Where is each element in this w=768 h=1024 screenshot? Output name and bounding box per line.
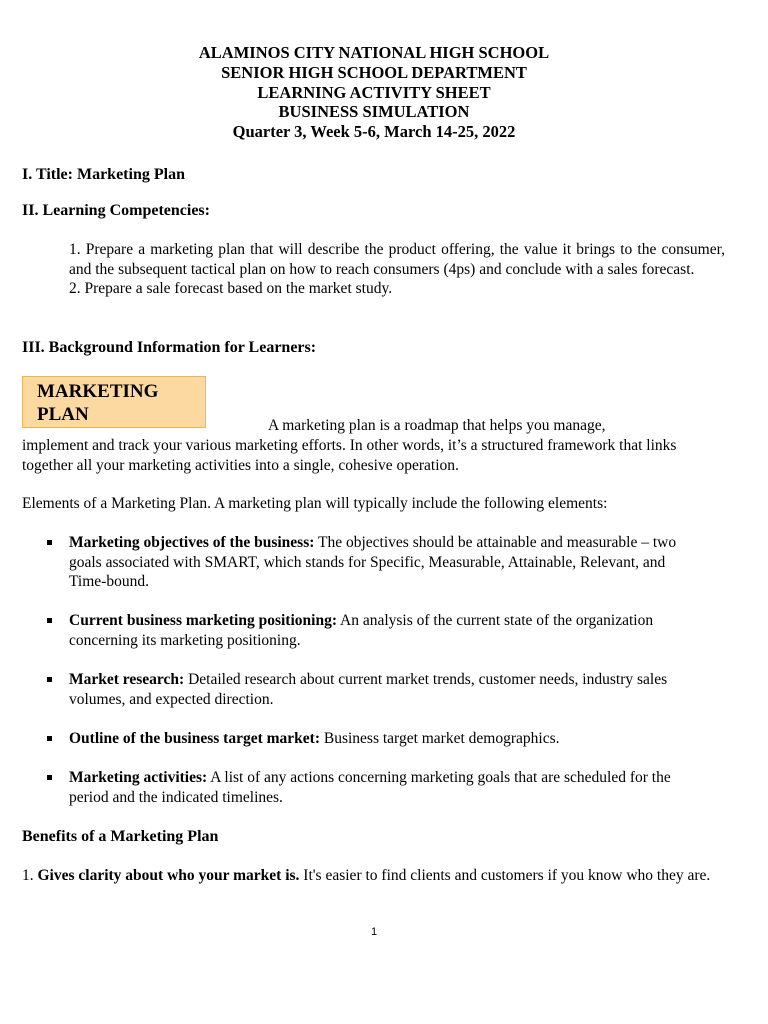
- document-header: [0, 43, 748, 142]
- page-number: 1: [370, 926, 378, 938]
- element-text: An analysis of the current state of the organization concerning its marketing positioning.: [69, 612, 654, 649]
- subject-title: BUSINESS SIMULATION: [278, 102, 470, 122]
- bullet-square-icon: [47, 540, 52, 545]
- intro-first-line: A marketing plan is a roadmap that helps you manage,: [268, 417, 606, 434]
- department-name: SENIOR HIGH SCHOOL DEPARTMENT: [221, 62, 527, 82]
- period-line: Quarter 3, Week 5-6, March 14-25, 2022: [232, 122, 516, 142]
- sheet-title: LEARNING ACTIVITY SHEET: [257, 82, 491, 102]
- benefit-text: It's easier to find clients and customers if you know who they are.: [299, 867, 711, 884]
- list-item: [69, 533, 689, 592]
- bullet-square-icon: [47, 618, 52, 623]
- benefit-number: 1.: [22, 867, 38, 884]
- benefit-term: Gives clarity about who your market is.: [37, 867, 300, 884]
- element-text: The objectives should be attainable and measurable – two goals associated with SMART, which stands for Specific, Measurable, Attainable, Relevant, and Time-bound.: [69, 534, 677, 590]
- element-term: Outline of the business target market:: [69, 730, 320, 747]
- school-name: ALAMINOS CITY NATIONAL HIGH SCHOOL: [198, 43, 550, 62]
- element-text: Detailed research about current market trends, customer needs, industry sales volumes, and expected direction.: [69, 671, 668, 708]
- background-heading: III. Background Information for Learners:: [22, 339, 317, 356]
- callout-line: PLAN: [37, 404, 89, 425]
- benefit-item: [22, 866, 732, 886]
- element-term: Marketing objectives of the business:: [69, 534, 315, 551]
- benefits-heading: Benefits of a Marketing Plan: [22, 828, 219, 845]
- element-term: Current business marketing positioning:: [69, 612, 337, 629]
- callout-line: MARKETING: [37, 381, 159, 402]
- bullet-square-icon: [47, 677, 52, 682]
- competencies-heading: II. Learning Competencies:: [22, 202, 210, 219]
- element-text: Business target market demographics.: [320, 730, 560, 747]
- bullet-square-icon: [47, 736, 52, 741]
- competency-item: 2. Prepare a sale forecast based on the market study.: [69, 280, 393, 297]
- list-item: [69, 768, 689, 807]
- element-text: A list of any actions concerning marketing goals that are scheduled for the period and the indicated timelines.: [69, 769, 671, 806]
- list-item: [69, 670, 689, 709]
- intro-rest: implement and track your various marketing efforts. In other words, it’s a structured framework that links together all your marketing activities into a single, cohesive operation.: [22, 437, 677, 474]
- bullet-square-icon: [47, 775, 52, 780]
- competency-item: 1. Prepare a marketing plan that will describe the product offering, the value it brings to the consumer, and the subsequent tactical plan on how to reach consumers (4ps) and conclude with a sales forecast.: [69, 241, 725, 278]
- intro-paragraph: [22, 416, 722, 476]
- elements-intro: Elements of a Marketing Plan. A marketing plan will typically include the following elements:: [22, 495, 608, 512]
- competencies-list: [69, 240, 725, 299]
- element-term: Market research:: [69, 671, 185, 688]
- title-heading: I. Title: Marketing Plan: [22, 166, 185, 183]
- list-item: [69, 729, 689, 749]
- list-item: [69, 611, 689, 650]
- element-term: Marketing activities:: [69, 769, 208, 786]
